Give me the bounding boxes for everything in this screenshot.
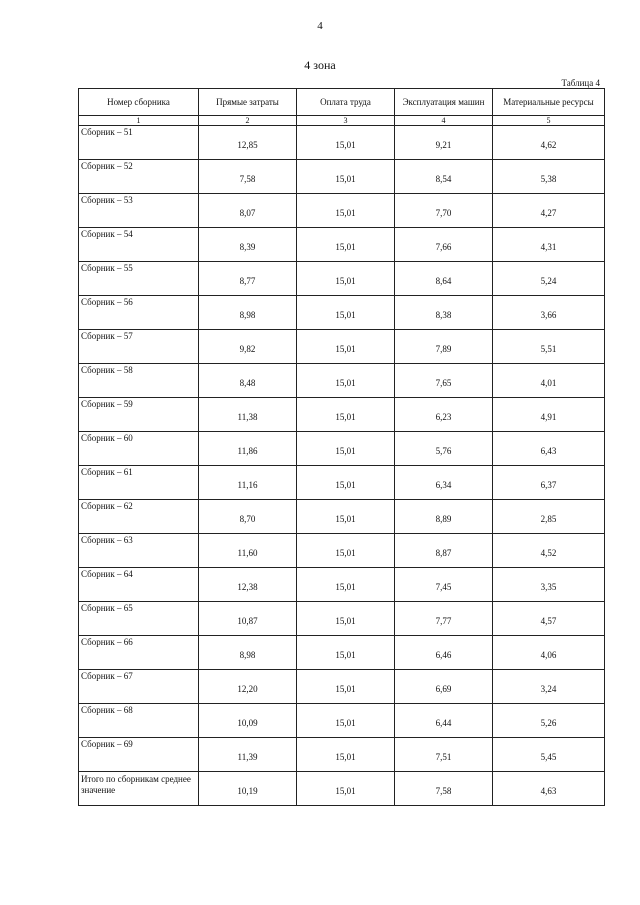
- row-labor: 15,01: [297, 160, 395, 194]
- row-name: Сборник – 55: [79, 262, 199, 296]
- header-labor: Оплата труда: [297, 89, 395, 116]
- row-direct: 7,58: [199, 160, 297, 194]
- row-machines: 8,54: [395, 160, 493, 194]
- total-labor: 15,01: [297, 772, 395, 806]
- row-name: Сборник – 62: [79, 500, 199, 534]
- row-materials: 5,26: [493, 704, 605, 738]
- row-machines: 6,46: [395, 636, 493, 670]
- row-name: Сборник – 56: [79, 296, 199, 330]
- table-row: [79, 194, 605, 228]
- table-row: [79, 330, 605, 364]
- row-machines: 7,51: [395, 738, 493, 772]
- row-machines: 5,76: [395, 432, 493, 466]
- row-name: Сборник – 53: [79, 194, 199, 228]
- total-direct: 10,19: [199, 772, 297, 806]
- row-labor: 15,01: [297, 704, 395, 738]
- column-number: 4: [395, 116, 493, 126]
- row-labor: 15,01: [297, 398, 395, 432]
- row-direct: 8,07: [199, 194, 297, 228]
- column-number-row: [79, 116, 605, 126]
- table-row: [79, 602, 605, 636]
- row-materials: 4,31: [493, 228, 605, 262]
- row-labor: 15,01: [297, 568, 395, 602]
- table-row: [79, 228, 605, 262]
- row-labor: 15,01: [297, 432, 395, 466]
- header-direct-costs: Прямые затраты: [199, 89, 297, 116]
- row-machines: 7,66: [395, 228, 493, 262]
- row-materials: 3,35: [493, 568, 605, 602]
- row-name: Сборник – 58: [79, 364, 199, 398]
- total-name: Итого по сборникам среднее значение: [79, 772, 199, 806]
- row-name: Сборник – 67: [79, 670, 199, 704]
- row-machines: 8,64: [395, 262, 493, 296]
- row-direct: 12,38: [199, 568, 297, 602]
- row-direct: 12,20: [199, 670, 297, 704]
- row-labor: 15,01: [297, 364, 395, 398]
- row-name: Сборник – 57: [79, 330, 199, 364]
- row-labor: 15,01: [297, 738, 395, 772]
- row-direct: 9,82: [199, 330, 297, 364]
- column-number: 5: [493, 116, 605, 126]
- table-body: [79, 126, 605, 806]
- row-machines: 7,65: [395, 364, 493, 398]
- table-row: [79, 500, 605, 534]
- row-labor: 15,01: [297, 534, 395, 568]
- row-materials: 2,85: [493, 500, 605, 534]
- row-machines: 6,34: [395, 466, 493, 500]
- page-number: 4: [317, 20, 323, 32]
- row-machines: 7,45: [395, 568, 493, 602]
- row-direct: 8,77: [199, 262, 297, 296]
- row-materials: 5,51: [493, 330, 605, 364]
- row-labor: 15,01: [297, 466, 395, 500]
- table-row: [79, 738, 605, 772]
- row-labor: 15,01: [297, 602, 395, 636]
- row-machines: 8,38: [395, 296, 493, 330]
- row-direct: 8,39: [199, 228, 297, 262]
- row-machines: 8,87: [395, 534, 493, 568]
- row-labor: 15,01: [297, 228, 395, 262]
- table-row: [79, 636, 605, 670]
- row-labor: 15,01: [297, 262, 395, 296]
- header-machines: Эксплуатация машин: [395, 89, 493, 116]
- row-materials: 5,24: [493, 262, 605, 296]
- row-machines: 8,89: [395, 500, 493, 534]
- row-direct: 10,87: [199, 602, 297, 636]
- row-name: Сборник – 69: [79, 738, 199, 772]
- row-materials: 4,91: [493, 398, 605, 432]
- row-direct: 11,86: [199, 432, 297, 466]
- table-row: [79, 398, 605, 432]
- row-name: Сборник – 64: [79, 568, 199, 602]
- row-direct: 8,70: [199, 500, 297, 534]
- row-machines: 6,69: [395, 670, 493, 704]
- table-row: [79, 432, 605, 466]
- header-materials: Материальные ресурсы: [493, 89, 605, 116]
- row-name: Сборник – 65: [79, 602, 199, 636]
- row-machines: 6,23: [395, 398, 493, 432]
- row-materials: 4,27: [493, 194, 605, 228]
- row-labor: 15,01: [297, 194, 395, 228]
- row-labor: 15,01: [297, 330, 395, 364]
- row-materials: 4,57: [493, 602, 605, 636]
- row-direct: 10,09: [199, 704, 297, 738]
- row-labor: 15,01: [297, 296, 395, 330]
- column-number: 1: [79, 116, 199, 126]
- row-materials: 4,52: [493, 534, 605, 568]
- table-row: [79, 126, 605, 160]
- row-name: Сборник – 52: [79, 160, 199, 194]
- row-direct: 11,60: [199, 534, 297, 568]
- total-row: [79, 772, 605, 806]
- row-direct: 12,85: [199, 126, 297, 160]
- row-labor: 15,01: [297, 126, 395, 160]
- row-materials: 5,45: [493, 738, 605, 772]
- header-collection-number: Номер сборника: [79, 89, 199, 116]
- row-labor: 15,01: [297, 500, 395, 534]
- table-row: [79, 568, 605, 602]
- row-direct: 11,39: [199, 738, 297, 772]
- table-row: [79, 466, 605, 500]
- row-machines: 6,44: [395, 704, 493, 738]
- row-materials: 4,06: [493, 636, 605, 670]
- row-materials: 6,43: [493, 432, 605, 466]
- row-labor: 15,01: [297, 636, 395, 670]
- table-row: [79, 296, 605, 330]
- row-materials: 3,66: [493, 296, 605, 330]
- row-name: Сборник – 63: [79, 534, 199, 568]
- total-machines: 7,58: [395, 772, 493, 806]
- row-materials: 3,24: [493, 670, 605, 704]
- table-row: [79, 670, 605, 704]
- row-direct: 11,38: [199, 398, 297, 432]
- row-machines: 7,89: [395, 330, 493, 364]
- zone-title: 4 зона: [304, 58, 336, 72]
- row-direct: 8,98: [199, 296, 297, 330]
- row-materials: 6,37: [493, 466, 605, 500]
- row-materials: 4,62: [493, 126, 605, 160]
- table-row: [79, 704, 605, 738]
- row-direct: 8,48: [199, 364, 297, 398]
- table-row: [79, 160, 605, 194]
- coefficients-table: [78, 88, 605, 806]
- column-number: 3: [297, 116, 395, 126]
- row-name: Сборник – 60: [79, 432, 199, 466]
- row-name: Сборник – 59: [79, 398, 199, 432]
- table-row: [79, 262, 605, 296]
- row-machines: 9,21: [395, 126, 493, 160]
- table-label: Таблица 4: [561, 78, 600, 88]
- table-row: [79, 364, 605, 398]
- row-materials: 4,01: [493, 364, 605, 398]
- row-machines: 7,77: [395, 602, 493, 636]
- row-name: Сборник – 68: [79, 704, 199, 738]
- row-name: Сборник – 61: [79, 466, 199, 500]
- header-row: [79, 89, 605, 116]
- total-materials: 4,63: [493, 772, 605, 806]
- row-name: Сборник – 54: [79, 228, 199, 262]
- column-number: 2: [199, 116, 297, 126]
- row-materials: 5,38: [493, 160, 605, 194]
- row-name: Сборник – 66: [79, 636, 199, 670]
- row-name: Сборник – 51: [79, 126, 199, 160]
- row-labor: 15,01: [297, 670, 395, 704]
- row-machines: 7,70: [395, 194, 493, 228]
- table-row: [79, 534, 605, 568]
- row-direct: 8,98: [199, 636, 297, 670]
- row-direct: 11,16: [199, 466, 297, 500]
